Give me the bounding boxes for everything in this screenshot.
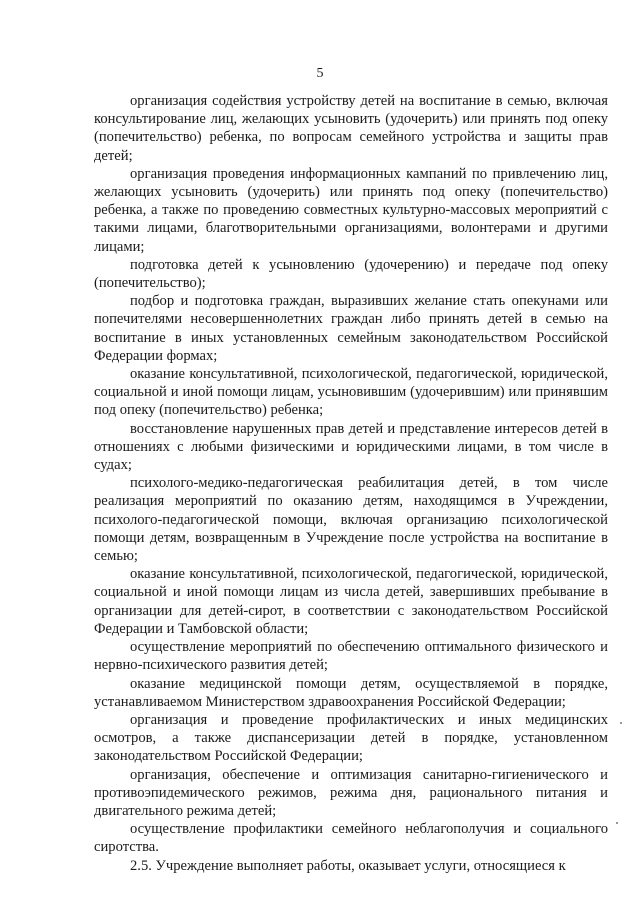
scan-speck xyxy=(620,722,622,724)
paragraph: оказание консультативной, психологической, педагогической, юридической, социальной и иной помощи лицам из числа детей, завершивших пребывание в организации для детей-сирот, в соответствии с законодательством Российской Федерации и Тамбовской области; xyxy=(94,566,608,637)
paragraph: оказание медицинской помощи детям, осуществляемой в порядке, устанавливаемом Министерством здравоохранения Российской Федерации; xyxy=(94,675,608,710)
paragraph: психолого-медико-педагогическая реабилитация детей, в том числе реализация мероприятий по оказанию детям, находящимся в Учреждении, психолого-педагогической помощи, включая организацию психологической помощи детям, возвращенным в Учреждение после устройства на воспитание в семью; xyxy=(94,475,608,565)
paragraph: осуществление профилактики семейного неблагополучия и социального сиротства. xyxy=(94,821,608,856)
page-number: 5 xyxy=(316,66,324,81)
document-body xyxy=(94,92,608,875)
paragraph: организация и проведение профилактических и иных медицинских осмотров, а также диспансеризации детей в порядке, установленном законодательством Российской Федерации; xyxy=(94,711,608,765)
paragraph: осуществление мероприятий по обеспечению оптимального физического и нервно-психического развития детей; xyxy=(94,639,608,674)
scan-speck xyxy=(616,822,618,824)
paragraph: организация проведения информационных кампаний по привлечению лиц, желающих усыновить (удочерить) или принять под опеку (попечительство) ребенка, а также по проведению совместных культурно-массовых мероприятий с такими лицами, благотворительными организациями, волонтерами и другими лицами; xyxy=(94,165,608,255)
paragraph: организация, обеспечение и оптимизация санитарно-гигиенического и противоэпидемического режимов, режима дня, рационального питания и двигательного режима детей; xyxy=(94,766,608,819)
paragraph: оказание консультативной, психологической, педагогической, юридической, социальной и иной помощи лицам, усыновившим (удочерившим) или принявшим под опеку (попечительство) ребенка; xyxy=(94,366,608,419)
paragraph: подбор и подготовка граждан, выразивших желание стать опекунами или попечителями несовершеннолетних граждан либо принять детей в семью на воспитание в иных установленных семейным законодательством Российской Федерации формах; xyxy=(94,293,608,364)
paragraph: восстановление нарушенных прав детей и представление интересов детей в отношениях с любыми физическими и юридическими лицами, в том числе в судах; xyxy=(94,420,608,474)
paragraph: организация содействия устройству детей на воспитание в семью, включая консультирование лиц, желающих усыновить (удочерить) или принять под опеку (попечительство) ребенка, по вопросам семейного устройства и защиты прав детей; xyxy=(94,93,608,164)
paragraph: подготовка детей к усыновлению (удочерению) и передаче под опеку (попечительство); xyxy=(94,256,608,292)
paragraph: 2.5. Учреждение выполняет работы, оказывает услуги, относящиеся к xyxy=(130,857,566,874)
